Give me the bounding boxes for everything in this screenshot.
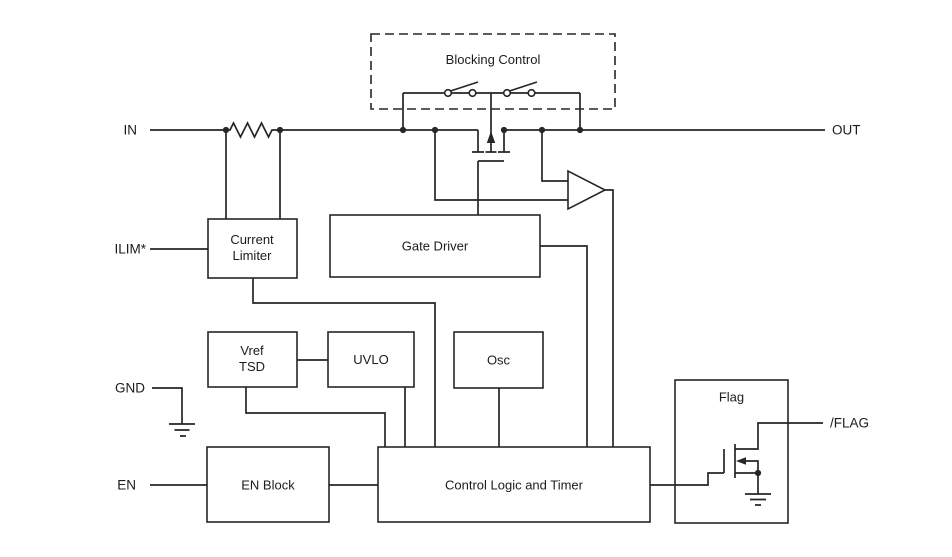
amp-input-bottom-wire: [435, 130, 568, 200]
junction-dot: [755, 470, 761, 476]
switch-contact-icon: [528, 90, 535, 97]
vref-tsd-label-line2: TSD: [239, 359, 265, 374]
en-block-label: EN Block: [241, 477, 295, 493]
pin-flag-label: /FLAG: [830, 415, 870, 431]
pin-gnd-label: GND: [115, 380, 145, 396]
control-logic-label: Control Logic and Timer: [444, 477, 584, 493]
pin-in-label: IN: [123, 122, 137, 138]
sense-resistor-icon: [226, 123, 280, 137]
junction-dot: [577, 127, 583, 133]
vref-tsd-label-line1: Vref: [240, 343, 264, 358]
junction-dot: [539, 127, 545, 133]
ground-icon: [169, 424, 195, 436]
junction-dot: [223, 127, 229, 133]
flag-label: Flag: [718, 389, 745, 405]
current-limiter-sense-wires: [226, 130, 280, 219]
switch-contact-icon: [445, 90, 452, 97]
junction-dot: [501, 127, 507, 133]
uvlo-label: UVLO: [353, 352, 389, 367]
osc-label: Osc: [486, 352, 511, 368]
switch-blade-icon: [451, 82, 538, 91]
gate-driver-feedback-wire: [540, 246, 587, 447]
pin-en-label: EN: [117, 477, 136, 493]
amp-output-wire: [605, 190, 613, 447]
junction-dot: [400, 127, 406, 133]
junction-dot: [277, 127, 283, 133]
switch-contact-icon: [504, 90, 511, 97]
sense-amplifier-icon: [568, 171, 605, 209]
pass-fet-body-arrow-icon: [487, 131, 495, 143]
pin-out-label: OUT: [832, 122, 861, 138]
gnd-pin-wire: [152, 388, 182, 424]
amp-input-top-wire: [542, 130, 568, 181]
pin-ilim-label: ILIM*: [114, 241, 146, 257]
blocking-control-box: [371, 34, 615, 109]
switch-contact-icon: [469, 90, 476, 97]
current-limiter-label-line1: Current: [230, 232, 274, 247]
blocking-control-label: Blocking Control: [445, 52, 541, 67]
gate-driver-label: Gate Driver: [401, 238, 469, 254]
vref-output-wire: [246, 387, 385, 447]
current-limiter-label-line2: Limiter: [232, 248, 272, 263]
junction-dot: [432, 127, 438, 133]
